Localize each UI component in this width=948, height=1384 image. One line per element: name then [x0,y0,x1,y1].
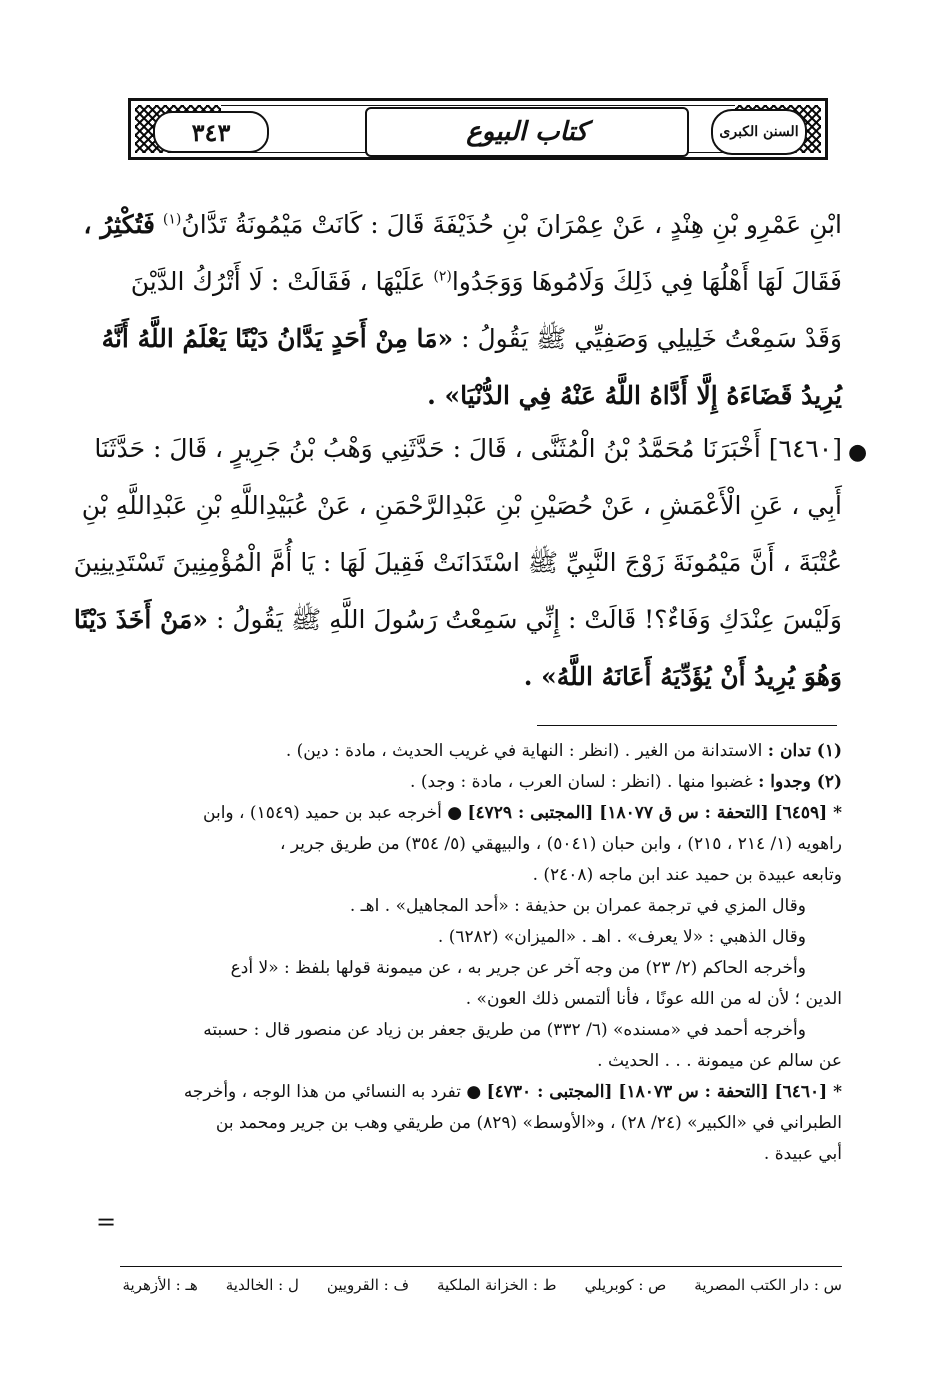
takhrij-6460-head: * [٦٤٦٠] [التحفة : س ١٨٠٧٣] [المجتبى : ٤٧٣٠] ● تفرد به النسائي من هذا الوجه ، وأخرجه [183,1082,842,1102]
takhrij-6460-line: الطبراني في «الكبير» (٢٤/ ٢٨) ، و«الأوسط» (٨٢٩) من طريقي وهب بن جرير ومحمد بن [215,1113,842,1133]
manuscript-legend [120,1272,842,1298]
entry-line-1: [٦٤٦٠] أَخْبَرَنَا مُحَمَّدُ بْنُ الْمُثَنَّى ، قَالَ : حَدَّثَنِي وَهْبُ بْنُ جَرِيرٍ ، قَالَ : حَدَّثَنَا [94,434,842,463]
main-line-3: وَقَدْ سَمِعْتُ خَلِيلِي وَصَفِيِّي ﷺ يَقُولُ : «مَا مِنْ أَحَدٍ يَدَّانُ دَيْنًا يَعْلَمُ اللَّهُ أَنَّهُ [101,324,842,353]
legend-item: ف : القرويين [326,1276,410,1294]
legend-item: ط : الخزانة الملكية [437,1276,557,1294]
footnote-divider [537,725,837,726]
takhrij-6459-line: وأخرجه أحمد في «مسنده» (٦/ ٣٣٢) من طريق جعفر بن زياد عن منصور قال : حسبته [203,1020,806,1040]
takhrij-6459-line: عن سالم عن ميمونة . . . الحديث . [597,1051,842,1071]
takhrij-6460-line: أبي عبيدة . [763,1144,842,1164]
takhrij-6459-head: * [٦٤٥٩] [التحفة : س ق ١٨٠٧٧] [المجتبى : ٤٧٢٩] ● أخرجه عبد بن حميد (١٥٤٩) ، وابن [203,803,842,823]
takhrij-6459-line: وقال المزي في ترجمة عمران بن حذيفة : «أحد المجاهيل» . اهـ . [349,896,806,916]
main-line-2: فَقَالَ لَهَا أَهْلُهَا فِي ذَلِكَ وَلَامُوهَا وَوَجَدُوا$^{(٢)}$ عَلَيْهَا ، فَقَالَتْ : لَا أَتْرُكُ الدَّيْنَ [130,267,842,296]
footnotes [116,736,842,1170]
takhrij-6459-line: الدين ؛ لأن له من الله عونًا ، فأنا ألتمس ذلك العون» . [465,989,842,1009]
entry-line-2: أَبِي ، عَنِ الْأَعْمَشِ ، عَنْ حُصَيْنِ بْنِ عَبْدِالرَّحْمَنِ ، عَنْ عُبَيْدِاللَّهِ بْنِ عَبْدِاللَّهِ بْنِ [81,491,842,520]
continuation-mark: = [96,1208,117,1236]
legend-item: ل : الخالدية [225,1276,299,1294]
legend-item: هـ : الأزهرية [122,1276,198,1294]
entry-bullet-icon: ● [848,440,868,465]
entry-line-4: وَلَيْسَ عِنْدَكِ وَفَاءٌ؟! قَالَتْ : إِنِّي سَمِعْتُ رَسُولَ اللَّهِ ﷺ يَقُولُ : «مَنْ أَخَذَ دَيْنًا [73,605,842,634]
takhrij-6459-line: وقال الذهبي : «لا يعرف» . اهـ . «الميزان» (٦٢٨٢) . [437,927,806,947]
footnote-1: (١) تدان : الاستدانة من الغير . (انظر : النهاية في غريب الحديث ، مادة : دين) . [285,741,842,761]
main-line-1: ابْنِ عَمْرِو بْنِ هِنْدٍ ، عَنْ عِمْرَانَ بْنِ حُذَيْفَةَ قَالَ : كَانَتْ مَيْمُونَةُ تَدَّانُ$^{(١)}$ فَتُكْثِرُ ، [83,210,842,239]
ornament-emblem: السنن الكبرى [711,109,807,155]
entry-line-5: وَهُوَ يُرِيدُ أَنْ يُؤَدِّيَهُ أَعَانَهُ اللَّهُ» . [523,662,842,691]
book-title: كتاب البيوع [365,107,689,157]
footnote-2: (٢) وجدوا : غضبوا منها . (انظر : لسان العرب ، مادة : وجد) . [410,772,842,792]
page-number: ٣٤٣ [153,111,269,153]
main-text [83,196,842,424]
page-header [128,98,828,160]
entry-line-3: عُتْبَةَ ، أَنَّ مَيْمُونَةَ زَوْجَ النَّبِيِّ ﷺ اسْتَدَانَتْ فَقِيلَ لَهَا : يَا أُمَّ الْمُؤْمِنِينَ تَسْتَدِينِينَ [73,548,842,577]
legend-divider [120,1266,842,1267]
legend-item: س : دار الكتب المصرية [694,1276,842,1294]
takhrij-6459-line: وأخرجه الحاكم (٢/ ٢٣) من وجه آخر عن جرير به ، عن ميمونة قولها بلفظ : «لا أدع [230,958,806,978]
main-line-4: يُرِيدُ قَضَاءَهُ إِلَّا أَدَّاهُ اللَّهُ عَنْهُ فِي الدُّنْيَا» . [427,381,842,410]
takhrij-6459-line: راهويه (١/ ٢١٤ ، ٢١٥) ، وابن حبان (٥٠٤١) ، والبيهقي (٥/ ٣٥٤) من طريق جرير ، [279,834,842,854]
legend-item: ص : كوبريلي [584,1276,667,1294]
takhrij-6459-line: وتابعه عبيدة بن حميد عند ابن ماجه (٢٤٠٨) . [532,865,842,885]
hadith-entry-6460 [73,420,842,705]
